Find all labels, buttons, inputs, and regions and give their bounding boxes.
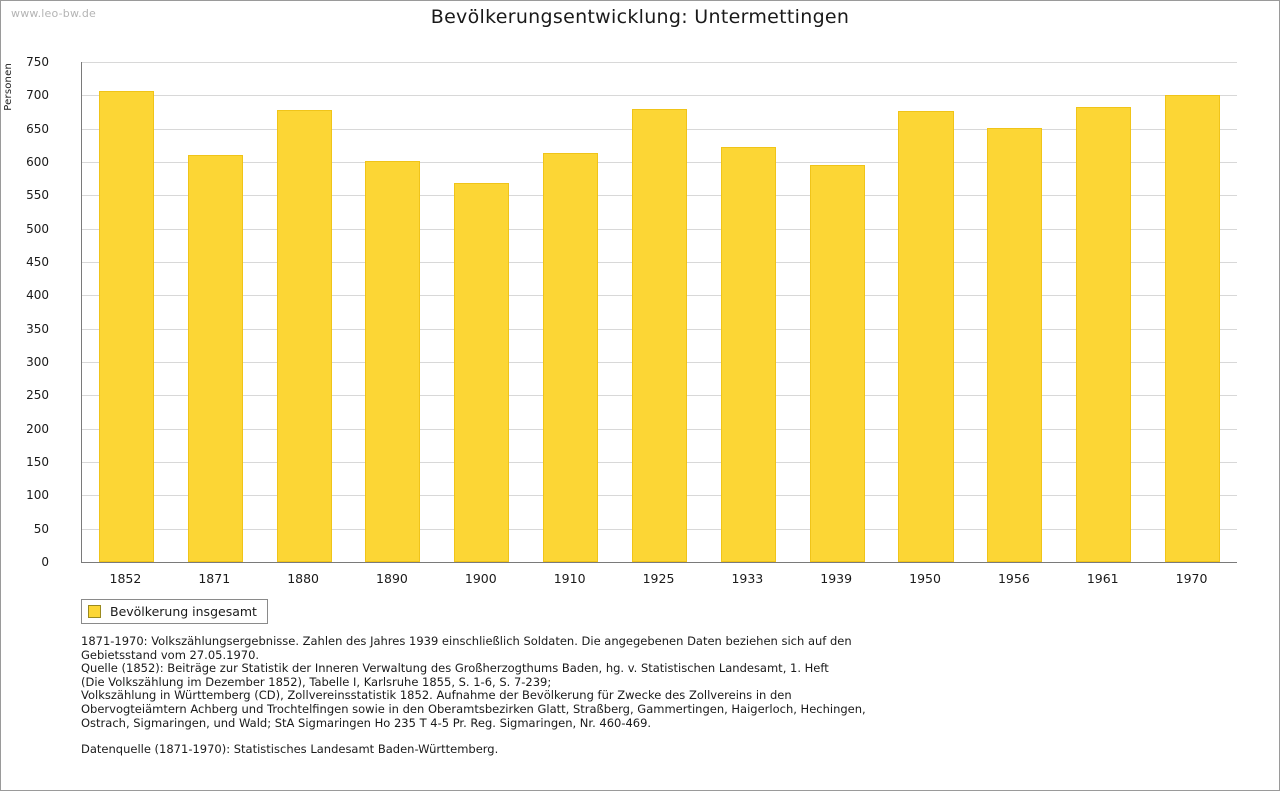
bar — [632, 109, 687, 562]
y-axis-tick-label: 150 — [26, 455, 49, 469]
plot-area — [26, 55, 1237, 569]
gridline — [82, 62, 1237, 63]
bar — [365, 161, 420, 562]
x-axis-tick-label: 1871 — [198, 571, 231, 586]
x-axis-tick-label: 1939 — [820, 571, 853, 586]
legend-label: Bevölkerung insgesamt — [110, 604, 257, 619]
footnote-line: Volkszählung in Württemberg (CD), Zollvereinsstatistik 1852. Aufnahme der Bevölkerung für Zwecke des Zollvereins in den — [81, 688, 792, 703]
gridline — [82, 95, 1237, 96]
x-axis-tick-label: 1956 — [997, 571, 1030, 586]
x-axis-tick-label: 1950 — [909, 571, 941, 586]
x-axis-tick-label: 1890 — [376, 571, 408, 586]
y-axis-tick-label: 650 — [26, 121, 49, 136]
x-axis-tick-label: 1933 — [731, 571, 764, 586]
footnote-line: Ostrach, Sigmaringen, und Wald; StA Sigmaringen Ho 235 T 4-5 Pr. Reg. Sigmaringen, Nr. 460-469. — [81, 715, 652, 730]
bar — [188, 155, 243, 562]
footnote-block — [81, 635, 1211, 730]
bar — [898, 111, 953, 562]
bar — [810, 165, 865, 562]
legend — [81, 599, 268, 624]
bar — [454, 183, 509, 562]
x-axis-tick-label: 1910 — [553, 571, 586, 586]
footnote-line: Obervogteiämtern Achberg und Trochtelfingen sowie in den Oberamtsbezirken Glatt, Straßberg, Gammertingen, Haigerloch, Hechingen, — [81, 701, 866, 716]
x-axis-tick-label: 1925 — [642, 571, 675, 586]
x-axis-ticks — [81, 563, 1236, 587]
footnote-source: Datenquelle (1871-1970): Statistisches Landesamt Baden-Württemberg. — [81, 742, 499, 757]
x-axis-tick-label: 1970 — [1175, 571, 1208, 586]
x-axis-tick-label: 1852 — [109, 571, 142, 586]
bar — [99, 91, 154, 562]
x-axis-tick-label: 1961 — [1086, 571, 1119, 586]
y-axis-tick-label: 400 — [26, 288, 49, 303]
bar — [1076, 107, 1131, 562]
footnote-line: 1871-1970: Volkszählungsergebnisse. Zahlen des Jahres 1939 einschließlich Soldaten. Die angegebenen Daten beziehen sich auf den — [81, 634, 852, 648]
y-axis-tick-label: 100 — [26, 488, 49, 503]
y-axis-tick-label: 550 — [26, 188, 49, 203]
y-axis-label: Personen — [3, 63, 14, 111]
legend-swatch-icon — [88, 605, 101, 618]
y-axis-tick-label: 250 — [26, 388, 49, 403]
x-axis-tick-label: 1880 — [287, 571, 320, 586]
footnotes — [81, 635, 1211, 757]
watermark-label: www.leo-bw.de — [11, 7, 97, 20]
y-axis-tick-label: 200 — [26, 421, 49, 436]
bar — [987, 128, 1042, 562]
y-axis-tick-label: 750 — [26, 55, 49, 69]
footnote-line: Quelle (1852): Beiträge zur Statistik der Inneren Verwaltung des Großherzogthums Baden, hg. v. Statistischen Landesamt, 1. Heft — [81, 661, 829, 676]
y-axis-tick-label: 600 — [26, 155, 49, 169]
y-axis-tick-label: 0 — [41, 555, 49, 569]
y-axis-tick-label: 500 — [26, 221, 49, 236]
y-axis-tick-label: 300 — [26, 355, 49, 369]
y-axis-tick-label: 350 — [26, 321, 49, 336]
bar — [543, 153, 598, 562]
footnote-line: Gebietsstand vom 27.05.1970. — [81, 647, 260, 662]
y-axis-tick-label: 50 — [33, 521, 49, 536]
y-axis-tick-label: 700 — [26, 88, 49, 103]
bar — [277, 110, 332, 562]
x-axis-tick-label: 1900 — [464, 571, 497, 586]
y-axis-tick-label: 450 — [26, 255, 49, 269]
footnote-line: (Die Volkszählung im Dezember 1852), Tabelle I, Karlsruhe 1855, S. 1-6, S. 7-239; — [81, 674, 552, 689]
bar — [1165, 95, 1220, 562]
bar — [721, 147, 776, 562]
page-title: Bevölkerungsentwicklung: Untermettingen — [430, 6, 850, 28]
